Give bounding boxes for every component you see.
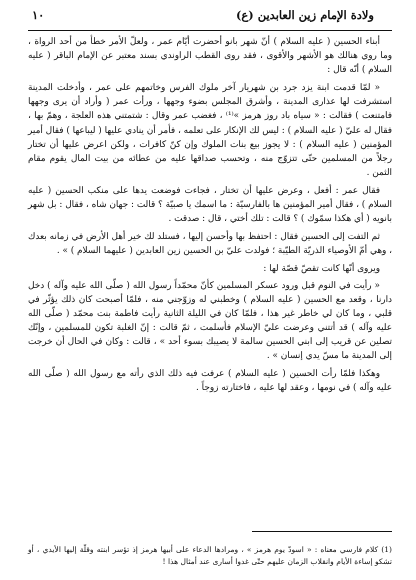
header-rule	[28, 30, 392, 31]
page-number: ١٠	[32, 8, 45, 22]
paragraph: ويروى أنّها كانت تقصّ قصّة لها :	[263, 264, 380, 275]
book-page	[28, 8, 392, 574]
running-header	[28, 8, 392, 30]
main-text	[28, 35, 392, 395]
paragraph: ثم التفت إلى الحسين فقال : احتفظ بها وأحسن إليها ، فستلد لك خير أهل الأرض في زمانه بعدك ، وهي أمّ الأوصياء الذريّة الطيّبة ؛ فولدت عليّ بن الحسين زين العابدين ( عليهما السلام ) » .	[28, 232, 392, 257]
paragraph: فقال عمر : أفعل ، وعرض عليها أن تختار ، فجاءت فوضعت يدها على منكب الحسين ( عليه السلام ) ، فقال أمير المؤمنين ها بالفارسيّة : ما اسمك يا صبيّة ؟ قالت : جهان شاه ، فقال : بل شهر بانويه ( أي هكذا سمّوك ) ؟ قالت : تلك أختي ، قال : صدقت .	[28, 185, 392, 225]
footnote: (1) كلام فارسي معناه : « اسودّ يوم هرمز » ، ومرادها الدعاء على أبيها هرمز إذ تؤسر ابنته وقلّة إليها الأيدي ، أو تشكو إساءة الأيام وانقلاب الزمان عليهم حتّى غدوا أسارى عند أمثال هذا !	[28, 545, 392, 566]
paragraph: وهكذا فلمّا رأت الحسين ( عليه السلام ) عرفت فيه ذلك الذي رأته مع رسول الله ( صلّى الله عليه وآله ) في نومها ، وعقد لها عليه ، فاختارته زوجاً .	[28, 369, 392, 394]
paragraph: « رأيت في النوم قبل ورود عسكر المسلمين كأنّ محمّداً رسول الله ( صلّى الله عليه وآله ) دخل دارنا ، وقعد مع الحسين ( عليه السلام ) وخطبني له وزوّجني منه ، فلمّا أصبحت كان ذلك يؤثّر في قلبي ، وما كان لي خاطر غير هذا ، فلمّا كان في الليلة الثانية رأيت فاطمة بنت محمّد ( صلّى الله عليه وآله ) قد أتتني وعرضت عليّ الإسلام فأسلمت ، ثمّ قالت : إنّ الغلبة تكون للمسلمين ، وإنّك تصلين عن قريب إلى ابني الحسين سالمة لا يصيبك بسوء أحد » ، قالت : وكان في الحال أن خرجت إلى المدينة ما مسّ يدي إنسان » .	[28, 280, 392, 361]
chapter-title: ولادة الإمام زين العابدين (ع)	[235, 8, 374, 22]
paragraph: أبناء الحسين ( عليه السلام ) أنّ شهر بانو أحضرت أيّام عمر ، ولعلّ الأمر خطأ من أحد الرواة ، وما روي هنالك هو الأشهر والأقوى ، فقد روى القطب الراوندي بسند معتبر عن الإمام الباقر ( عليه السلام ) أنّه قال :	[28, 37, 392, 76]
paragraph: « لمّا قدمت ابنة يزد جرد بن شهريار آخر ملوك الفرس وخاتمهم على عمر ، وأدخلت المدينة استشرفت لها عذارى المدينة ، وأشرق المجلس بضوء وجهها ، ورأت عمر ( وأراد أن يرى وجهها فامتنعت ) فقالت : « سياه باد روز هرمز »⁽¹⁾ ، فغضب عمر وقال : شتمتني هذه العلجة ، وهمّ بها ، فقال له عليّ ( عليه السلام ) : ليس لك الإنكار على تعلمه ، فأمر أن ينادي عليها ( ليباعها ) فقال أمير المؤمنين ( عليه السلام ) : لا يجوز بيع بنات الملوك وإن كنّ كافرات ، ولكن اعرض عليها أن تختار رجلاً من المسلمين حتّى تتزوّج منه ، وتحسب صداقها عليه من عطائه من بيت المال يقوم مقام الثمن .	[28, 83, 392, 178]
footnote-rule	[252, 531, 392, 532]
